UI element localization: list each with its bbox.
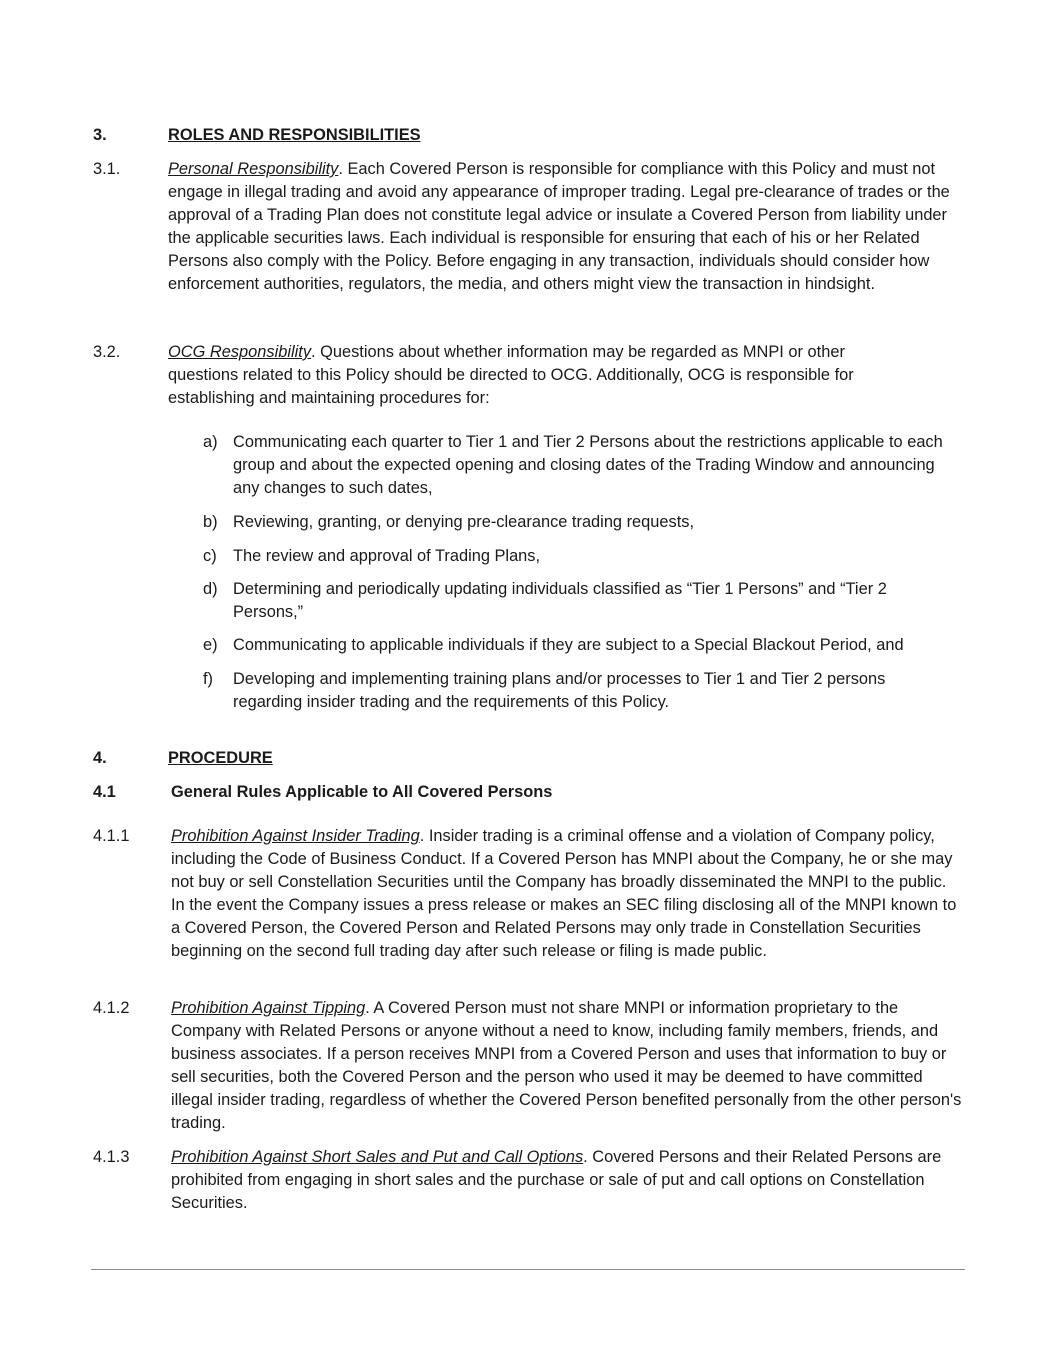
list-letter: b) xyxy=(203,513,218,531)
clause-text xyxy=(168,158,960,296)
list-letter: c) xyxy=(203,547,217,565)
clause-text xyxy=(171,1146,946,1215)
subsection-title: General Rules Applicable to All Covered Persons xyxy=(171,783,553,801)
clause-body: . A Covered Person must not share MNPI or information proprietary to the Company with Related Persons or anyone without a need to know, including family members, friends, and business associates. If a person receives MNPI from a Covered Person and uses that information to buy or sell securities, both the Covered Person and the person who used it may be deemed to have committed illegal insider trading, regardless of whether the Covered Person benefited personally from the other person's trading. xyxy=(171,999,962,1132)
list-text: The review and approval of Trading Plans, xyxy=(233,547,541,565)
list-text: Communicating to applicable individuals if they are subject to a Special Blackout Period, and xyxy=(233,636,904,654)
list-letter: d) xyxy=(203,580,218,598)
section-number: 3. xyxy=(93,126,107,144)
list-text: Determining and periodically updating individuals classified as “Tier 1 Persons” and “Tier 2 Persons,” xyxy=(233,580,887,621)
list-text: Communicating each quarter to Tier 1 and Tier 2 Persons about the restrictions applicable to each group and about the expected opening and closing dates of the Trading Window and announcing any changes to such dates, xyxy=(233,433,943,497)
clause-title: Prohibition Against Short Sales and Put and Call Options xyxy=(171,1148,584,1166)
clause-number: 4.1.3 xyxy=(93,1148,130,1166)
footer-divider xyxy=(91,1269,965,1270)
clause-number: 4.1.2 xyxy=(93,999,130,1017)
clause-title: Personal Responsibility xyxy=(168,160,339,178)
section-title: PROCEDURE xyxy=(168,749,273,767)
clause-title: Prohibition Against Tipping xyxy=(171,999,366,1017)
clause-body: . Each Covered Person is responsible for compliance with this Policy and must not engage in illegal trading and avoid any appearance of improper trading. Legal pre-clearance of trades or the approval of a Trading Plan does not constitute legal advice or insulate a Covered Person from liability under the applicable securities laws. Each individual is responsible for ensuring that each of his or her Related Persons also comply with the Policy. Before engaging in any transaction, individuals should consider how enforcement authorities, regulators, the media, and others might view the transaction in hindsight. xyxy=(168,160,950,293)
clause-body: . Questions about whether information may be regarded as MNPI or other questions related to this Policy should be directed to OCG. Additionally, OCG is responsible for establishing and maintaining procedures for: xyxy=(168,343,854,407)
clause-text xyxy=(171,997,963,1135)
clause-text xyxy=(171,825,959,963)
clause-number: 4.1.1 xyxy=(93,827,130,845)
list-letter: a) xyxy=(203,433,218,451)
subsection-number: 4.1 xyxy=(93,783,116,801)
list-letter: f) xyxy=(203,670,214,688)
clause-number: 3.1. xyxy=(93,160,121,178)
clause-number: 3.2. xyxy=(93,343,121,361)
list-text: Reviewing, granting, or denying pre-clearance trading requests, xyxy=(233,513,695,531)
section-number: 4. xyxy=(93,749,107,767)
section-title: ROLES AND RESPONSIBILITIES xyxy=(168,126,421,144)
clause-body: . Insider trading is a criminal offense and a violation of Company policy, including the Code of Business Conduct. If a Covered Person has MNPI about the Company, he or she may not buy or sell Constellation Securities until the Company has broadly disseminated the MNPI to the public. In the event the Company issues a press release or makes an SEC filing disclosing all of the MNPI known to a Covered Person, the Covered Person and Related Persons may only trade in Constellation Securities beginning on the second full trading day after such release or filing is made public. xyxy=(171,827,957,960)
clause-text xyxy=(168,341,908,410)
clause-title: OCG Responsibility xyxy=(168,343,312,361)
list-text: Developing and implementing training plans and/or processes to Tier 1 and Tier 2 persons regarding insider trading and the requirements of this Policy. xyxy=(233,670,886,711)
clause-title: Prohibition Against Insider Trading xyxy=(171,827,420,845)
clause-body: . Covered Persons and their Related Persons are prohibited from engaging in short sales and the purchase or sale of put and call options on Constellation Securities. xyxy=(171,1148,942,1212)
list-letter: e) xyxy=(203,636,218,654)
